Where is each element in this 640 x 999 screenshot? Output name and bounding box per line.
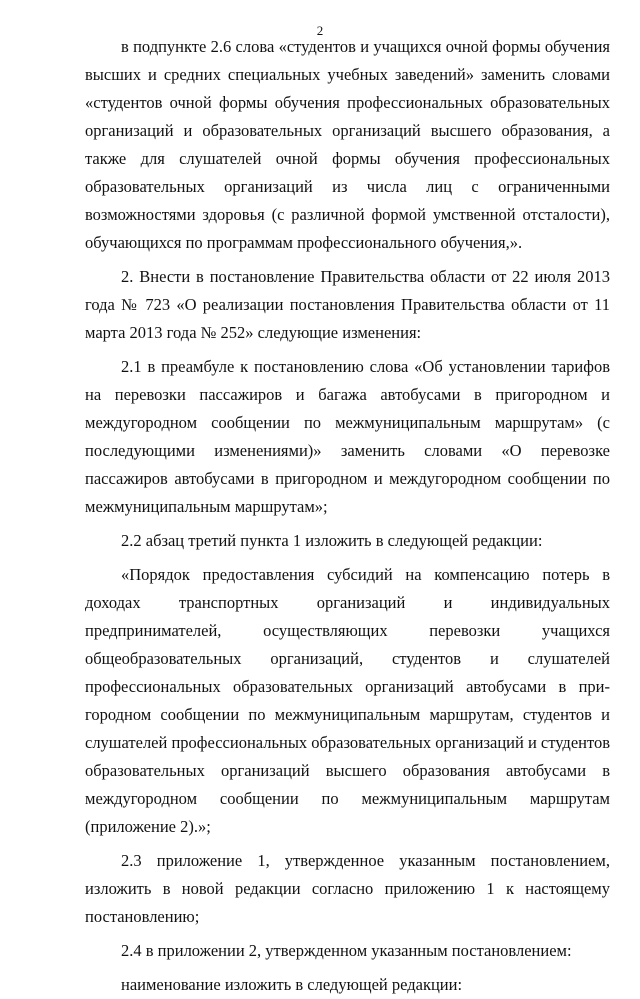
document-body	[85, 33, 610, 999]
paragraph-item-2-1: 2.1 в преамбуле к постановлению слова «Об установлении тарифов на перевозки пассажиров и багажа автобусами в пригородном и междугородном сообщении по межмуниципальным маршрутам» (с последующими изменениями)» заменить словами «О перевозке пассажиров автобусами в пригородном и междугородном сообщении по межмуниципальным маршрутам»;	[85, 357, 610, 516]
paragraph-item-2-3: 2.3 приложение 1, утвержденное указанным постановлением, изложить в новой редакции согласно приложению 1 к настоящему постановлению;	[85, 851, 610, 926]
paragraph-title-change: наименование изложить в следующей редакции:	[121, 975, 463, 994]
paragraph-quoted-order: «Порядок предоставления субсидий на компенсацию потерь в доходах транспортных организаций и индивидуальных предпринимателей, осуществляющих перевозки учащихся общеобразовательных организаций, студентов и слушателей профессиональных образовательных организаций автобусами в пригородном сообщении по межмуниципальным маршрутам, студентов и слушателей профессиональных образовательных организаций и студентов образовательных организаций высшего образования автобусами в междугородном сообщении по межмуниципальным маршрутам (приложение 2).»;	[85, 565, 611, 836]
paragraph-item-2-4: 2.4 в приложении 2, утвержденном указанным постановлением:	[121, 941, 572, 960]
paragraph-item-2-2: 2.2 абзац третий пункта 1 изложить в следующей редакции:	[121, 531, 543, 550]
paragraph-item-2: 2. Внести в постановление Правительства области от 22 июля 2013 года № 723 «О реализации постановления Правительства области от 11 марта 2013 года № 252» следующие изменения:	[85, 267, 610, 342]
page-number: 2	[316, 23, 324, 38]
paragraph-subclause-2-6: в подпункте 2.6 слова «студентов и учащихся очной формы обучения высших и средних специальных учебных заведений» заменить словами «студентов очной формы обучения профессиональных образовательных организаций и образовательных организаций высшего образования, а также для слушателей очной формы обучения профессиональных образовательных организаций из числа лиц с ограниченными возможностями здоровья (с различной формой умственной отсталости), обучающихся по программам профессионального обучения,».	[85, 37, 610, 252]
